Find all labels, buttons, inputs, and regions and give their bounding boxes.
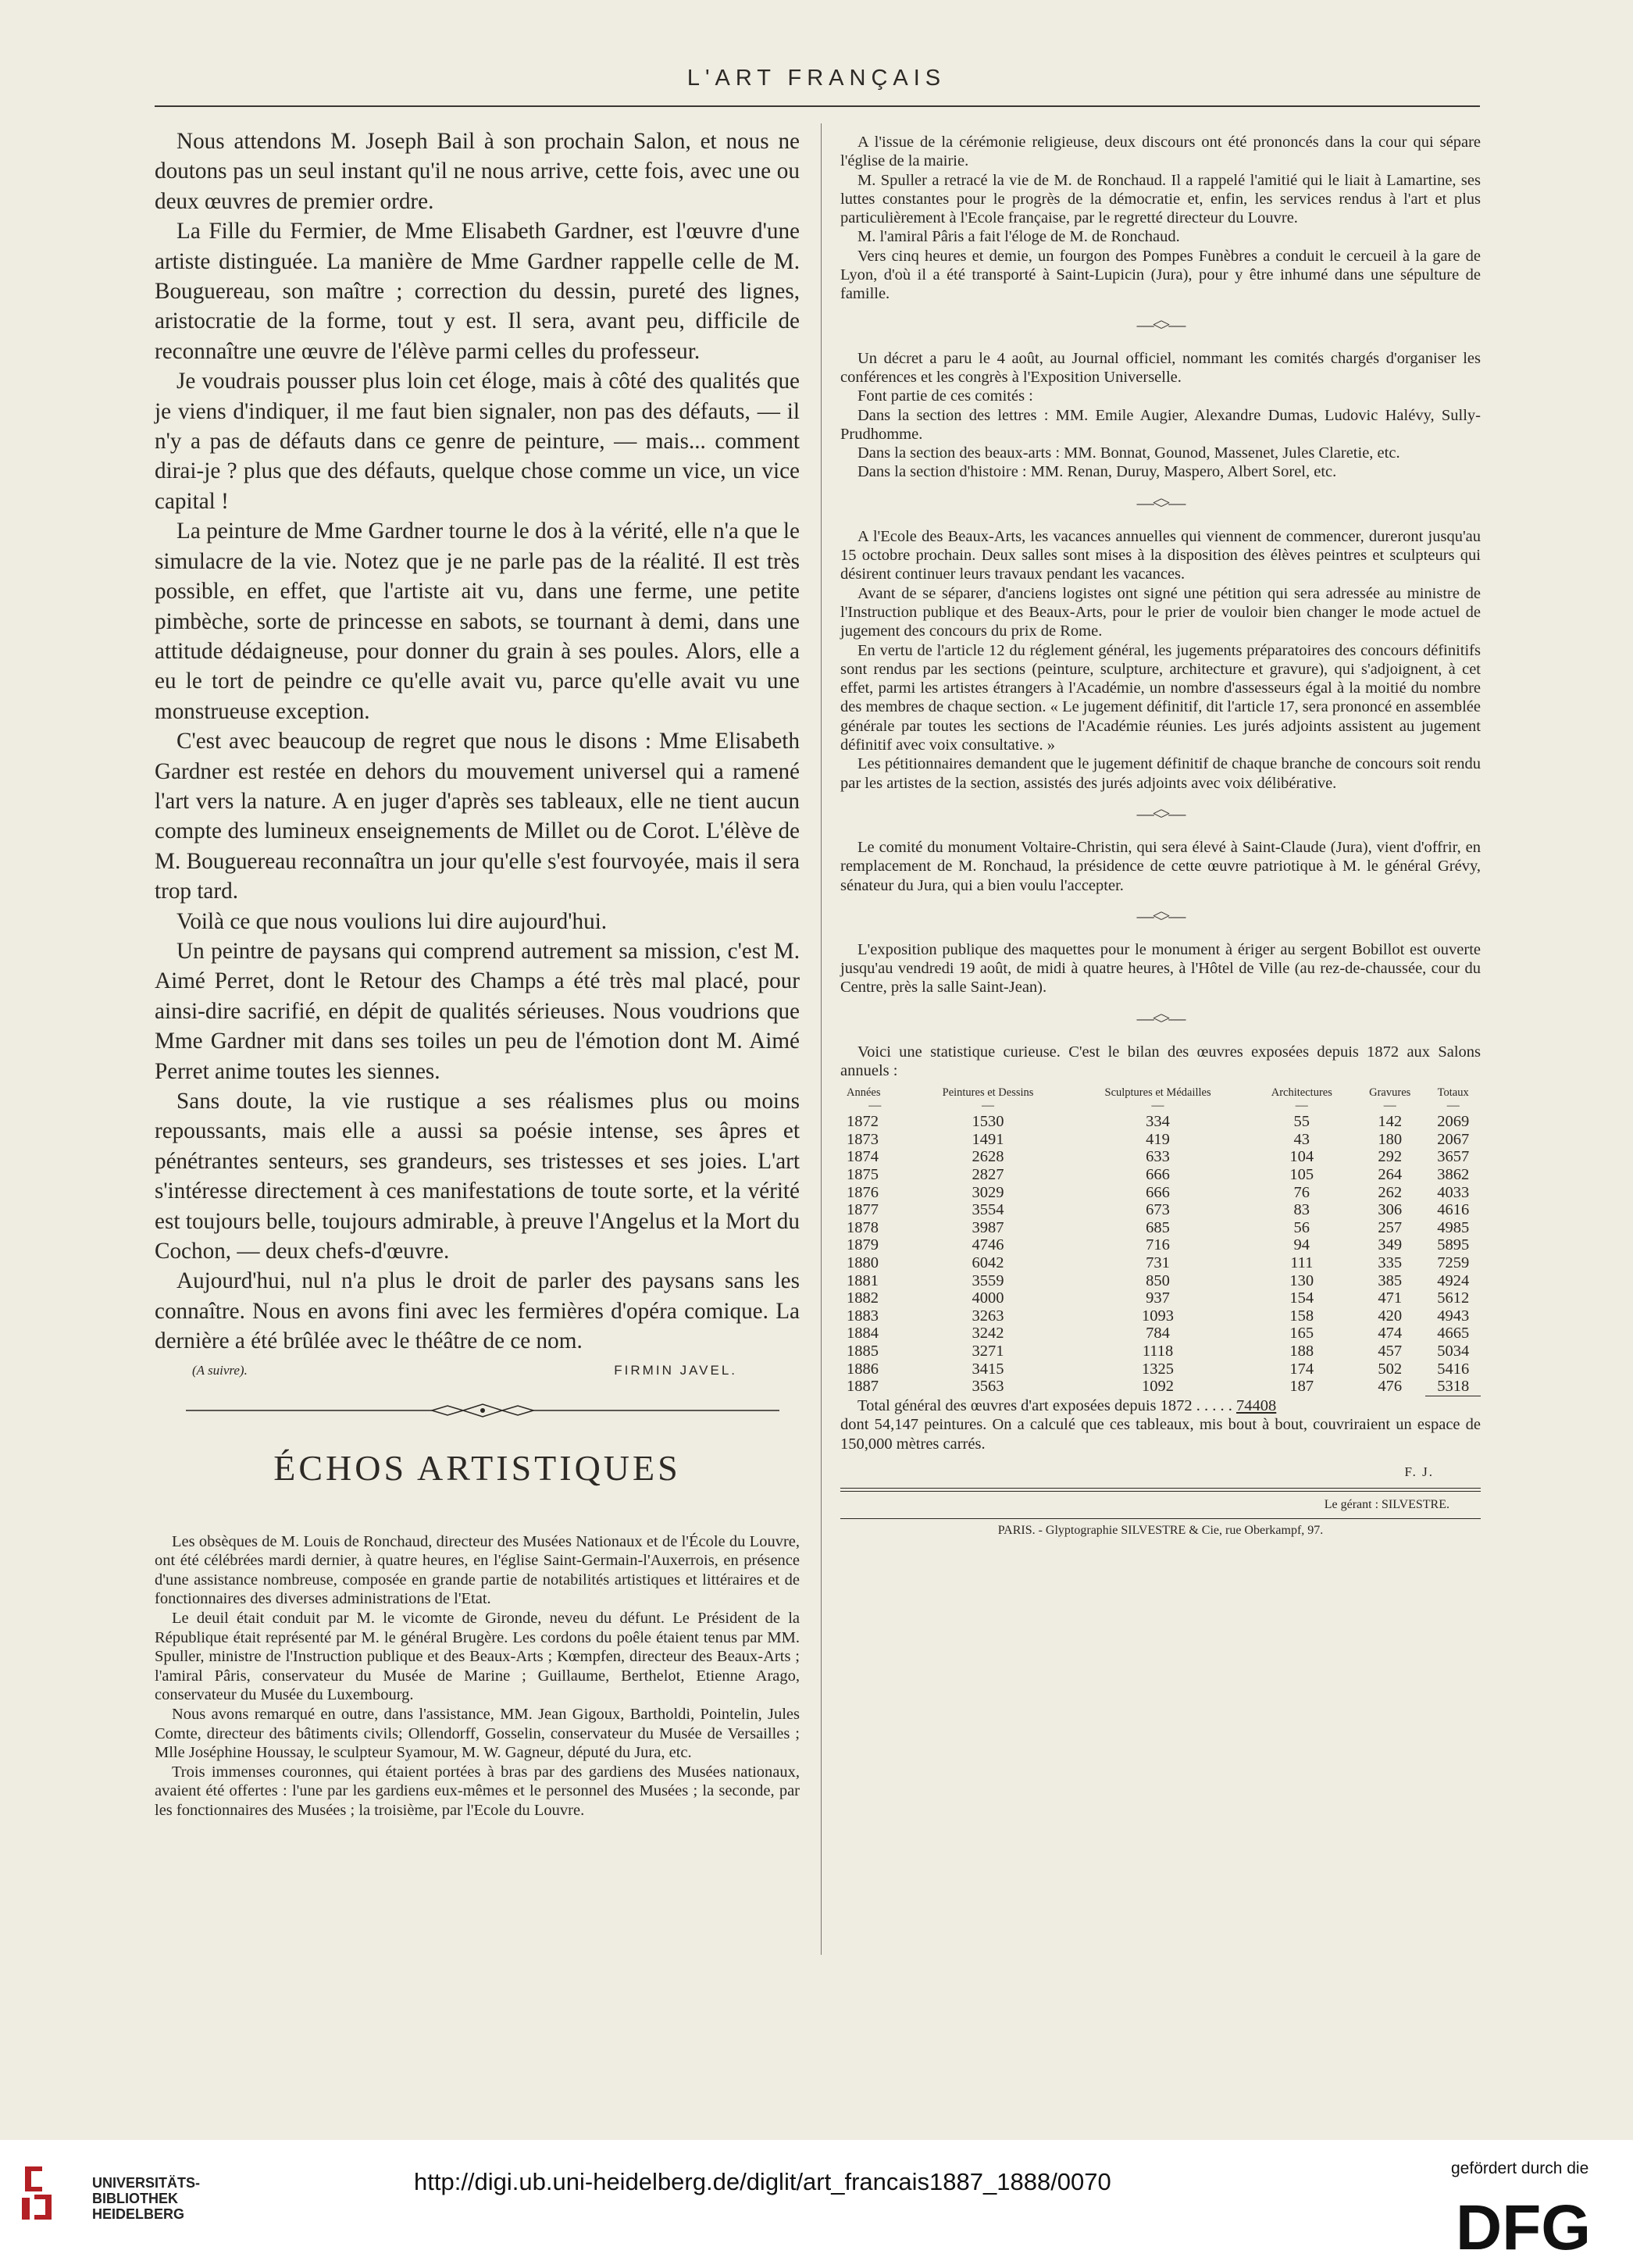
table-cell: 180 (1378, 1130, 1403, 1148)
table-row (840, 1254, 1481, 1272)
table-cell: 4665 (1437, 1325, 1470, 1343)
stats-conclusion: dont 54,147 peintures. On a calculé que ces tableaux, mis bout à bout, couvriraient un espace de 150,000 mètres carrés. (840, 1416, 1481, 1453)
table-cell: 3559 (972, 1271, 1004, 1289)
essay-signoff (155, 1363, 800, 1378)
ornamental-divider (186, 1402, 779, 1419)
library-logo-text (92, 2175, 200, 2222)
right-column (840, 133, 1481, 1538)
essay-paragraph: Voilà ce que nous voulions lui dire aujourd'hui. (176, 908, 608, 934)
permalink-url[interactable]: http://digi.ub.uni-heidelberg.de/diglit/art_francais1887_1888/0070 (414, 2168, 1111, 2195)
dash-cell: — (982, 1099, 995, 1113)
table-cell: 2628 (972, 1148, 1004, 1166)
column-header: Peintures et Dessins (942, 1086, 1034, 1100)
digitization-footer (0, 2140, 1633, 2268)
table-row (840, 1236, 1481, 1254)
table-cell: 1093 (1142, 1307, 1175, 1325)
news-paragraph: L'exposition publique des maquettes pour le monument à ériger au sergent Bobillot est ouverte jusqu'au vendredi 19 août, de midi à quatre heures, à l'Hôtel de Ville (au rez-de-chaussée, cour du Centre, près la salle Saint-Jean). (840, 940, 1481, 997)
table-row (840, 1378, 1481, 1396)
table-cell: 292 (1378, 1148, 1403, 1166)
table-cell: 1874 (847, 1148, 879, 1166)
table-cell: 419 (1146, 1130, 1170, 1148)
printer-imprint: PARIS. - Glyptographie SILVESTRE & Cie, rue Oberkampf, 97. (840, 1518, 1481, 1538)
table-cell: 5895 (1437, 1236, 1470, 1254)
news-paragraph: Le comité du monument Voltaire-Christin, qui sera élevé à Saint-Claude (Jura), vient d'offrir, en remplacement de M. Ronchaud, la présidence de cette œuvre patriotique à M. le général Grévy, sénateur du Jura, qui a bien voulu l'accepter. (840, 838, 1481, 894)
column-header: Sculptures et Médailles (1104, 1086, 1211, 1100)
table-cell: 1886 (847, 1360, 879, 1378)
table-cell: 716 (1146, 1236, 1170, 1254)
stats-signature: F. J. (1404, 1464, 1434, 1480)
essay-paragraph: Sans doute, la vie rustique a ses réalismes plus ou moins repoussants, mais elle a aussi sa poésie intense, ses âpres et pénétrantes senteurs, ses grandeurs, ses tristesses et ses joies. L'art s'intéresse directement à ces manifestations de toute sorte, et la vérité est toujours belle, toujours admirable, à preuve l'Angelus et la Mort du Cochon, — deux chefs-d'œuvre. (155, 1089, 800, 1264)
table-row (840, 1307, 1481, 1325)
table-cell: 111 (1290, 1254, 1314, 1272)
echos-section-title: ÉCHOS ARTISTIQUES (273, 1447, 681, 1488)
news-separator: —<>— (1136, 803, 1185, 823)
table-header-row (840, 1086, 1481, 1099)
table-cell: 1092 (1142, 1378, 1175, 1396)
table-cell: 1876 (847, 1183, 879, 1201)
table-cell: 5318 (1425, 1378, 1481, 1396)
table-cell: 7259 (1437, 1254, 1470, 1272)
table-cell: 130 (1289, 1271, 1314, 1289)
table-cell: 4746 (972, 1236, 1004, 1254)
news-separator: —<>— (1136, 314, 1185, 334)
table-row (840, 1166, 1481, 1184)
table-cell: 154 (1289, 1289, 1314, 1307)
table-cell: 142 (1378, 1113, 1403, 1131)
dash-cell: — (1383, 1099, 1396, 1113)
header-rule (155, 105, 1480, 107)
stats-total-value: 74408 (1236, 1396, 1277, 1414)
column-divider (821, 123, 822, 1955)
table-cell: 1880 (847, 1254, 879, 1272)
table-cell: 666 (1146, 1183, 1170, 1201)
funded-by-label: gefördert durch die (1451, 2159, 1589, 2177)
essay-paragraph: C'est avec beaucoup de regret que nous le disons : Mme Elisabeth Gardner est restée en dehors du mouvement universel qui a ramené l'art vers la nature. A en juger d'après ses tableaux, elle ne tient aucun compte des lumineux enseignements de Millet ou de Corot. L'élève de M. Bouguereau reconnaîtra un jour qu'elle s'est fourvoyée, mais il sera trop tard. (155, 729, 800, 904)
essay-paragraph: La Fille du Fermier, de Mme Elisabeth Gardner, est l'œuvre d'une artiste distinguée. La manière de Mme Gardner rappelle celle de M. Bouguereau, son maître ; correction du dessin, pureté des lignes, aristocratie de la forme, tout y est. Il sera, avant peu, difficile de reconnaître une œuvre de l'élève parmi celles du professeur. (155, 219, 800, 364)
table-cell: 420 (1378, 1307, 1403, 1325)
news-paragraph: A l'issue de la cérémonie religieuse, deux discours ont été prononcés dans la cour qui sépare l'église de la mairie. (840, 134, 1481, 170)
table-row (840, 1360, 1481, 1378)
table-row (840, 1343, 1481, 1360)
salon-statistics-table (840, 1086, 1481, 1396)
news-paragraph: Les pétitionnaires demandent que le jugement définitif de chaque branche de concours soit rendu par les artistes de la section, assistés des jurés adjoints avec voix délibérative. (840, 755, 1481, 792)
dfg-logo-icon (1456, 2198, 1610, 2256)
table-cell: 43 (1293, 1130, 1310, 1148)
echos-article (155, 1532, 800, 1820)
news-paragraph: A l'Ecole des Beaux-Arts, les vacances annuelles qui viennent de commencer, dureront jusqu'au 15 octobre prochain. Deux salles sont mises à la disposition des élèves peintres et sculpteurs qui désirent continuer leurs travaux pendant les vacances. (840, 527, 1481, 583)
table-cell: 3271 (972, 1343, 1004, 1360)
table-row (840, 1113, 1481, 1131)
news-paragraph: Avant de se séparer, d'anciens logistes ont signé une pétition qui sera adressée au ministre de l'Instruction publique et des Beaux-Arts, pour le prier de vouloir bien changer le mode actuel de jugement des concours du prix de Rome. (840, 584, 1481, 640)
table-row (840, 1289, 1481, 1307)
table-cell: 385 (1378, 1271, 1403, 1289)
dash-row (840, 1099, 1481, 1113)
library-logo-icon (19, 2163, 58, 2223)
stats-total-line (840, 1396, 1481, 1416)
column-header: Totaux (1437, 1086, 1469, 1100)
table-cell: 104 (1289, 1148, 1314, 1166)
table-cell: 731 (1146, 1254, 1170, 1272)
table-cell: 4033 (1437, 1183, 1470, 1201)
essay-paragraph: La peinture de Mme Gardner tourne le dos à la vérité, elle n'a que le simulacre de la vie. Notez que je ne parle pas de la réalité. Il est très possible, en effet, que l'artiste ait vu, dans une ferme, une petite pimbèche, sorte de princesse en sabots, se tournant à demi, dans une attitude dédaigneuse, pour donner du grain à ses poules. Alors, elle a eu le tort de peindre ce qu'elle avait vu, parce qu'elle avait vu une monstrueuse exception. (155, 519, 800, 724)
table-cell: 1877 (847, 1201, 879, 1219)
table-cell: 1885 (847, 1343, 879, 1360)
news-paragraph: Font partie de ces comités : (858, 387, 1033, 405)
table-cell: 937 (1146, 1289, 1170, 1307)
table-cell: 2067 (1437, 1130, 1470, 1148)
stats-intro-block (840, 1043, 1481, 1081)
table-row (840, 1148, 1481, 1166)
news-paragraph: M. Spuller a retracé la vie de M. de Ronchaud. Il a rappelé l'amitié qui le liait à Lamartine, ses luttes constantes pour le progrès de la démocratie et, enfin, les services rendus à l'art et plus particulièrement à l'Ecole française, par le regretté directeur du Louvre. (840, 171, 1481, 227)
stats-total-label: Total général des œuvres d'art exposées depuis 1872 . . . . . (858, 1396, 1232, 1414)
table-cell: 1491 (972, 1130, 1004, 1148)
footer-rule (840, 1491, 1481, 1492)
essay-paragraph: Nous attendons M. Joseph Bail à son prochain Salon, et nous ne doutons pas un seul instant qu'il ne nous arrive, cette fois, avec une ou deux œuvres de premier ordre. (155, 129, 800, 214)
table-cell: 6042 (972, 1254, 1004, 1272)
essay-paragraph: Je voudrais pousser plus loin cet éloge, mais à côté des qualités que je viens d'indiquer, il me faut bien signaler, non pas des défauts, — il n'y a pas de défauts dans ce genre de peinture, — mais... comment dirai-je ? plus que des défauts, quelque chose comme un vice, un vice capital ! (155, 369, 800, 514)
table-cell: 471 (1378, 1289, 1403, 1307)
news-separator: —<>— (1136, 1007, 1185, 1028)
dash-cell: — (868, 1099, 882, 1113)
table-cell: 502 (1378, 1360, 1403, 1378)
table-cell: 2827 (972, 1166, 1004, 1184)
news-separator: —<>— (1136, 905, 1185, 925)
news-block (840, 349, 1481, 482)
table-cell: 1884 (847, 1325, 879, 1343)
continued-note: (A suivre). (192, 1362, 248, 1378)
table-cell: 1325 (1142, 1360, 1175, 1378)
table-cell: 1118 (1142, 1343, 1174, 1360)
table-cell: 1873 (847, 1130, 879, 1148)
table-cell: 666 (1146, 1166, 1170, 1184)
table-cell: 349 (1378, 1236, 1403, 1254)
table-cell: 5612 (1437, 1289, 1470, 1307)
table-row (840, 1219, 1481, 1237)
table-cell: 633 (1146, 1148, 1170, 1166)
dfg-logo-text: DFG (1456, 2198, 1592, 2256)
table-cell: 476 (1378, 1378, 1403, 1396)
news-paragraph: Un décret a paru le 4 août, au Journal officiel, nommant les comités chargés d'organiser les conférences et les congrès à l'Exposition Universelle. (840, 349, 1481, 386)
table-row (840, 1201, 1481, 1219)
table-row (840, 1272, 1481, 1290)
table-cell: 3554 (972, 1201, 1004, 1219)
table-cell: 850 (1146, 1271, 1170, 1289)
gerant-line: Le gérant : SILVESTRE. (1324, 1498, 1449, 1512)
table-cell: 784 (1146, 1325, 1170, 1343)
table-cell: 3657 (1437, 1148, 1470, 1166)
news-block (840, 838, 1481, 895)
table-cell: 1887 (847, 1378, 879, 1396)
table-cell: 55 (1293, 1113, 1310, 1131)
table-cell: 83 (1293, 1201, 1310, 1219)
table-cell: 264 (1378, 1166, 1403, 1184)
news-separator: —<>— (1136, 492, 1185, 512)
table-cell: 4943 (1437, 1307, 1470, 1325)
stats-total-block (840, 1396, 1481, 1454)
table-cell: 165 (1289, 1325, 1314, 1343)
table-cell: 174 (1289, 1360, 1314, 1378)
echos-paragraph: Nous avons remarqué en outre, dans l'assistance, MM. Jean Gigoux, Bartholdi, Pointelin, Jules Comte, directeur des bâtiments civils; Ollendorff, Gosselin, conservateur du Musée de Versailles ; Mlle Joséphine Houssay, le sculpteur Syamour, M. W. Gagneur, député du Jura, etc. (155, 1706, 800, 1762)
table-cell: 3263 (972, 1307, 1004, 1325)
echos-paragraph: Les obsèques de M. Louis de Ronchaud, directeur des Musées Nationaux et de l'École du Louvre, ont été célébrées mardi dernier, à quatre heures, en l'église Saint-Germain-l'Auxerrois, en présence d'une assistance nombreuse, composée en grande partie de notabilités artistiques et littéraires et de fonctionnaires des diverses administrations de l'Etat. (155, 1532, 800, 1608)
table-cell: 4924 (1437, 1271, 1470, 1289)
news-paragraph: Dans la section des beaux-arts : MM. Bonnat, Gounod, Massenet, Jules Claretie, etc. (858, 444, 1400, 462)
table-cell: 3242 (972, 1325, 1004, 1343)
table-row (840, 1184, 1481, 1202)
dash-cell: — (1151, 1099, 1164, 1113)
news-paragraph: Dans la section des lettres : MM. Emile Augier, Alexandre Dumas, Ludovic Halévy, Sully-Prudhomme. (840, 406, 1481, 443)
table-cell: 1883 (847, 1307, 879, 1325)
table-cell: 1881 (847, 1271, 879, 1289)
stats-table-body (840, 1113, 1481, 1396)
dash-cell: — (1295, 1099, 1308, 1113)
logo-line: UNIVERSITÄTS- (92, 2175, 201, 2191)
news-block (840, 133, 1481, 304)
table-cell: 1879 (847, 1236, 879, 1254)
table-cell: 2069 (1437, 1113, 1470, 1131)
news-paragraph: Dans la section d'histoire : MM. Renan, Duruy, Maspero, Albert Sorel, etc. (858, 463, 1337, 481)
table-cell: 187 (1289, 1378, 1314, 1396)
table-cell: 334 (1146, 1113, 1170, 1131)
table-cell: 306 (1378, 1201, 1403, 1219)
table-cell: 5416 (1437, 1360, 1470, 1378)
column-header: Années (847, 1086, 881, 1100)
table-cell: 1882 (847, 1289, 879, 1307)
table-row (840, 1325, 1481, 1343)
table-cell: 4000 (972, 1289, 1004, 1307)
news-paragraph: En vertu de l'article 12 du réglement général, les jugements préparatoires des concours définitifs sont rendus par les sections (peinture, sculpture, architecture et gravure), qui s'adjoignent, à cet effet, parmi les artistes étrangers à l'Académie, un nombre d'assesseurs égal à la moitié du nombre des membres de chaque section. « Le jugement définitif, dit l'article 17, sera prononcé en assemblée générale par toutes les sections de l'Académie réunies. Les jurés adjoints assistent au jugement définitif avec voix consultative. » (840, 641, 1481, 754)
echos-paragraph: Le deuil était conduit par M. le vicomte de Gironde, neveu du défunt. Le Président de la République était représenté par M. le général Brugère. Les cordons du poêle étaient tenus par MM. Spuller, ministre de l'Instruction publique et des Beaux-Arts ; Kœmpfen, directeur des Beaux-Arts ; l'amiral Pâris, conservateur du Musée de Marine ; Guillaume, Berthelot, Etienne Arago, conservateur du Musée du Luxembourg. (155, 1610, 800, 1704)
table-cell: 1530 (972, 1113, 1004, 1131)
logo-line: HEIDELBERG (92, 2206, 185, 2222)
essay-article (155, 127, 800, 1378)
table-cell: 4616 (1437, 1201, 1470, 1219)
news-block (840, 527, 1481, 793)
news-paragraph: M. l'amiral Pâris a fait l'éloge de M. de Ronchaud. (858, 228, 1180, 246)
echos-paragraph: Trois immenses couronnes, qui étaient portées à bras par des gardiens des Musées nationaux, avaient été offertes : l'une par les gardiens eux-mêmes et le personnel des Musées ; la seconde, par les fonctionnaires des Musées ; la troisième, par l'Ecole du Louvre. (155, 1763, 800, 1819)
table-cell: 685 (1146, 1218, 1170, 1236)
table-cell: 3563 (972, 1378, 1004, 1396)
table-cell: 3415 (972, 1360, 1004, 1378)
table-cell: 158 (1289, 1307, 1314, 1325)
column-header: Gravures (1369, 1086, 1411, 1100)
table-cell: 3862 (1437, 1166, 1470, 1184)
author-name: FIRMIN JAVEL. (614, 1362, 737, 1378)
news-paragraph: Vers cinq heures et demie, un fourgon des Pompes Funèbres a conduit le cercueil à la gare de Lyon, d'où il a été transporté à Saint-Lupicin (Jura), pour y être inhumé dans une sépulture de famille. (840, 247, 1481, 303)
table-row (840, 1131, 1481, 1149)
table-cell: 4985 (1437, 1218, 1470, 1236)
table-cell: 1872 (847, 1113, 879, 1131)
table-cell: 3029 (972, 1183, 1004, 1201)
dash-cell: — (1446, 1099, 1460, 1113)
table-cell: 94 (1293, 1236, 1310, 1254)
table-cell: 76 (1293, 1183, 1310, 1201)
table-cell: 457 (1378, 1343, 1403, 1360)
table-cell: 335 (1378, 1254, 1403, 1272)
essay-paragraph: Aujourd'hui, nul n'a plus le droit de parler des paysans sans les connaître. Nous en avons fini avec les fermières d'opéra comique. La dernière a été brûlée avec le théâtre de ce nom. (155, 1268, 800, 1354)
logo-line: BIBLIOTHEK (92, 2191, 178, 2206)
table-cell: 1878 (847, 1218, 879, 1236)
stats-intro: Voici une statistique curieuse. C'est le bilan des œuvres exposées depuis 1872 aux Salons annuels : (840, 1043, 1481, 1079)
table-cell: 1875 (847, 1166, 879, 1184)
left-column (155, 127, 800, 1820)
table-cell: 257 (1378, 1218, 1403, 1236)
table-cell: 56 (1293, 1218, 1310, 1236)
table-cell: 5034 (1437, 1343, 1470, 1360)
essay-paragraph: Un peintre de paysans qui comprend autrement sa mission, c'est M. Aimé Perret, dont le Retour des Champs a été très mal placé, pour ainsi-dire sacrifié, en dépit de qualités sérieuses. Nous voudrions que Mme Gardner mit dans ses toiles un peu de l'émotion dont M. Aimé Perret anime toutes les siennes. (155, 938, 800, 1084)
table-cell: 188 (1289, 1343, 1314, 1360)
news-block (840, 940, 1481, 997)
table-cell: 474 (1378, 1325, 1403, 1343)
running-title: L'ART FRANÇAIS (686, 66, 947, 91)
table-cell: 105 (1289, 1166, 1314, 1184)
column-header: Architectures (1271, 1086, 1332, 1100)
table-cell: 262 (1378, 1183, 1403, 1201)
table-cell: 3987 (972, 1218, 1004, 1236)
table-cell: 673 (1146, 1201, 1170, 1219)
footer-rule (840, 1488, 1481, 1489)
